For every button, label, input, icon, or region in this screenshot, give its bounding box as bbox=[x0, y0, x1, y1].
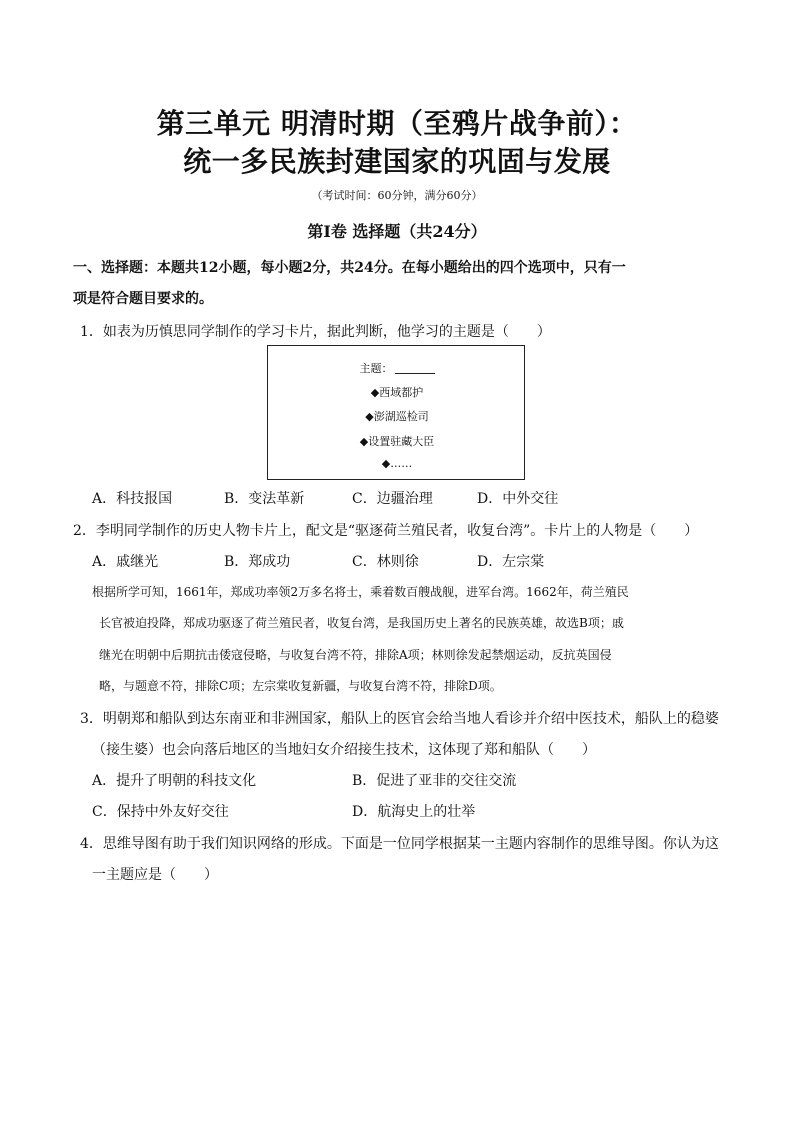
q1-option-d: D．中外交往 bbox=[477, 491, 559, 507]
q2-option-d: D．左宗棠 bbox=[477, 554, 545, 570]
card-topic-blank bbox=[395, 373, 435, 374]
q1-option-a: A．科技报国 bbox=[92, 491, 173, 507]
card-item: ◆设置驻藏大臣 bbox=[359, 435, 435, 448]
exam-info: （考试时间：60分钟，满分60分） bbox=[311, 189, 483, 202]
q1-option-b: B．变法革新 bbox=[224, 491, 305, 507]
q3-option-b: B．促进了亚非的交往交流 bbox=[352, 773, 517, 789]
q3-stem-line1: 3．明朝郑和船队到达东南亚和非洲国家，船队上的医官会给当地人看诊并介绍中医技术，船队上的稳婆 bbox=[80, 711, 719, 727]
card-topic-row bbox=[268, 360, 526, 376]
unit-title-line1: 第三单元 明清时期（至鸦片战争前）： bbox=[156, 107, 638, 140]
q3-option-a: A．提升了明朝的科技文化 bbox=[92, 773, 257, 789]
q2-explanation-line: 继光在明朝中后期抗击倭寇侵略，与收复台湾不符，排除A项；林则徐发起禁烟运动，反抗英国侵 bbox=[99, 648, 612, 662]
unit-title-line2: 统一多民族封建国家的巩固与发展 bbox=[183, 145, 611, 178]
q3-option-c: C．保持中外友好交往 bbox=[92, 804, 229, 820]
q2-option-b: B．郑成功 bbox=[224, 554, 291, 570]
section-title: 第Ⅰ卷 选择题（共24分） bbox=[307, 222, 487, 241]
q2-stem: 2．李明同学制作的历史人物卡片上，配文是“驱逐荷兰殖民者，收复台湾”。卡片上的人物是（ ） bbox=[73, 523, 699, 539]
card-item: ◆澎湖巡检司 bbox=[365, 410, 429, 423]
q2-explanation-line: 根据所学可知，1661年，郑成功率领2万多名将士，乘着数百艘战舰，进军台湾。1662年，荷兰殖民 bbox=[92, 585, 629, 599]
q1-study-card bbox=[267, 345, 525, 480]
q3-stem-line2: （接生婆）也会向落后地区的当地妇女介绍接生技术，这体现了郑和船队（ ） bbox=[92, 742, 596, 758]
q2-explanation-line: 长官被迫投降，郑成功驱逐了荷兰殖民者，收复台湾，是我国历史上著名的民族英雄，故选B项；戚 bbox=[99, 616, 624, 630]
q2-explanation-line: 略，与题意不符，排除C项；左宗棠收复新疆，与收复台湾不符，排除D项。 bbox=[99, 679, 502, 693]
q1-stem: 1．如表为历慎思同学制作的学习卡片，据此判断，他学习的主题是（ ） bbox=[80, 324, 551, 340]
q2-option-a: A．戚继光 bbox=[92, 554, 159, 570]
instructions-line1: 一、选择题：本题共12小题，每小题2分，共24分。在每小题给出的四个选项中，只有一 bbox=[73, 260, 626, 276]
q1-option-c: C．边疆治理 bbox=[352, 491, 433, 507]
instructions-line2: 项是符合题目要求的。 bbox=[73, 291, 213, 307]
card-item: ◆西域都护 bbox=[370, 386, 424, 399]
q4-stem-line1: 4．思维导图有助于我们知识网络的形成。下面是一位同学根据某一主题内容制作的思维导图。你认为这 bbox=[80, 836, 719, 852]
q4-stem-line2: 一主题应是（ ） bbox=[92, 867, 218, 883]
card-item: ◆…… bbox=[381, 457, 413, 470]
card-topic-label: 主题： bbox=[359, 362, 393, 375]
q2-option-c: C．林则徐 bbox=[352, 554, 419, 570]
q3-option-d: D．航海史上的壮举 bbox=[352, 804, 476, 820]
